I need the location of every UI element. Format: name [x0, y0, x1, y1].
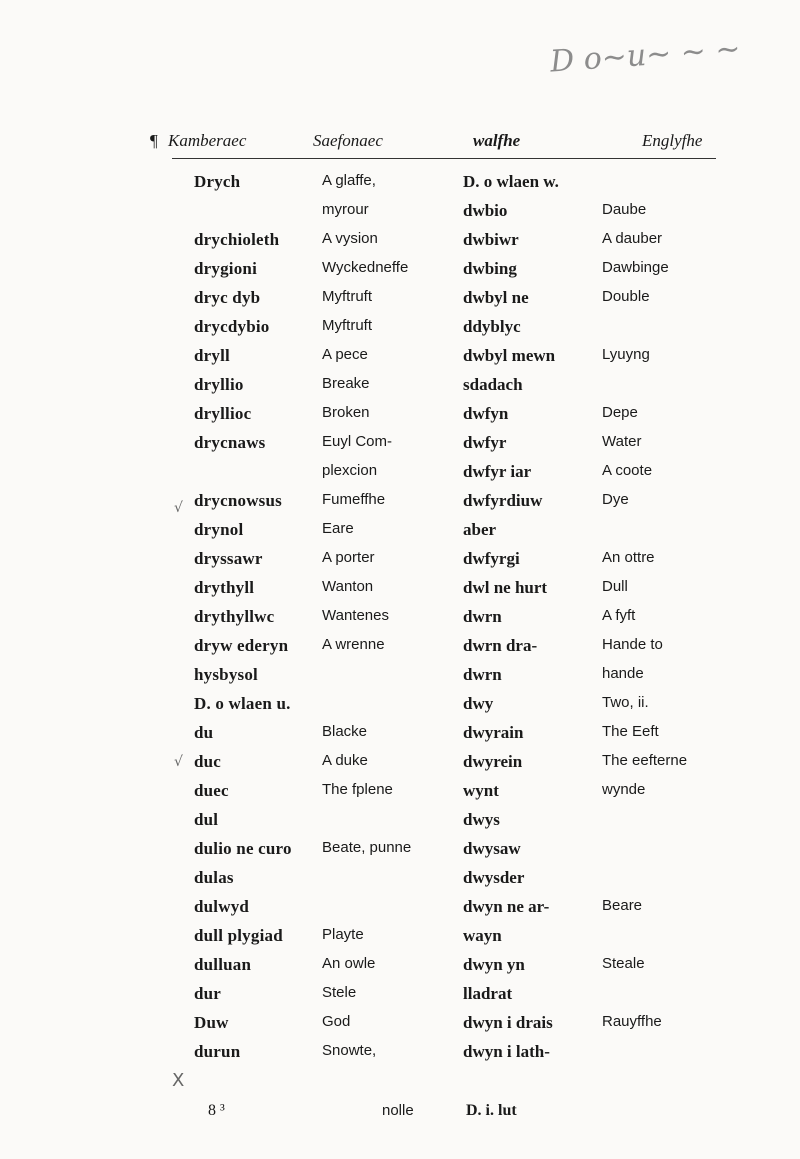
cell-c3: dwys	[463, 810, 500, 829]
cell-c1: dulluan	[194, 955, 252, 974]
cell-c1: dryc dyb	[194, 288, 261, 307]
cell-c4: A coote	[602, 462, 653, 479]
cell-c2: Beate, punne	[322, 839, 412, 856]
cell-c2: A wrenne	[322, 636, 385, 653]
cell-c3: aber	[463, 520, 497, 539]
cell-c2: God	[322, 1013, 351, 1030]
cell-c3: dwyrain	[463, 723, 524, 742]
cell-c3: dwrn	[463, 665, 502, 684]
cell-c2: Myftruft	[322, 288, 373, 305]
cell-c3: dwbiwr	[463, 230, 519, 249]
cell-c4: A fyft	[602, 607, 636, 624]
cell-c1: drythyllwc	[194, 607, 275, 626]
continuation-word: nolle	[382, 1102, 414, 1119]
cell-c3: D. o wlaen w.	[463, 172, 559, 191]
cell-c3: dwfyrgi	[463, 549, 520, 568]
cell-c1: dulwyd	[194, 897, 250, 916]
cell-c2: Wyckedneffe	[322, 259, 409, 276]
cell-c2: A duke	[322, 752, 368, 769]
cell-c1: hysbysol	[194, 665, 258, 684]
cell-c4: Dull	[602, 578, 628, 595]
cell-c3: dwyrein	[463, 752, 523, 771]
cell-c3: dwbyl ne	[463, 288, 529, 307]
cell-c1: dryllio	[194, 375, 244, 394]
cell-c2: A vysion	[322, 230, 378, 247]
cell-c1: dur	[194, 984, 222, 1003]
cell-c4: Beare	[602, 897, 643, 914]
cell-c1: drycnowsus	[194, 491, 282, 510]
cell-c3: dwfyn	[463, 404, 509, 423]
cell-c1: dulas	[194, 868, 234, 887]
cell-c4: Dawbinge	[602, 259, 669, 276]
cell-c4: Depe	[602, 404, 638, 421]
cell-c2: plexcion	[322, 462, 378, 479]
cell-c1: dulio ne curo	[194, 839, 292, 858]
cell-c2: Broken	[322, 404, 370, 421]
pilcrow-mark: ¶	[150, 131, 158, 150]
cell-c3: dwfyrdiuw	[463, 491, 543, 510]
column-header	[150, 131, 750, 159]
cell-c3: dwyn i lath-	[463, 1042, 550, 1061]
cell-c2: Wantenes	[322, 607, 389, 624]
cell-c3: wynt	[463, 781, 499, 800]
cell-c1: dryw ederyn	[194, 636, 289, 655]
cell-c4: wynde	[602, 781, 646, 798]
cell-c1: Drych	[194, 172, 241, 191]
cell-c3: dwrn dra-	[463, 636, 538, 655]
cell-c1: duec	[194, 781, 229, 800]
cell-c1: dryllioc	[194, 404, 252, 423]
cell-c3: sdadach	[463, 375, 523, 394]
cell-c3: dwyn ne ar-	[463, 897, 550, 916]
cell-c2: The fplene	[322, 781, 393, 798]
header-walfhe: walfhe	[473, 131, 521, 150]
cell-c4: Daube	[602, 201, 647, 218]
cell-c2: Myftruft	[322, 317, 373, 334]
cell-c2: A pece	[322, 346, 368, 363]
cell-c4: Two, ii.	[602, 694, 649, 711]
cell-c4: Hande to	[602, 636, 663, 653]
cell-c4: Double	[602, 288, 650, 305]
cell-c2: myrour	[322, 201, 369, 218]
cell-c3: lladrat	[463, 984, 513, 1003]
cell-c1: dryll	[194, 346, 230, 365]
cell-c3: dwysaw	[463, 839, 521, 858]
cell-c2: Euyl Com-	[322, 433, 393, 450]
catchword: D. i. lut	[466, 1102, 517, 1119]
cell-c2: Breake	[322, 375, 370, 392]
cell-c3: dwy	[463, 694, 494, 713]
cell-c2: Fumeffhe	[322, 491, 386, 508]
margin-tick: √	[174, 754, 183, 770]
cell-c1: D. o wlaen u.	[194, 694, 291, 713]
handwritten-scribble: D o~u~ ~ ~	[549, 31, 742, 80]
cell-c3: dwbing	[463, 259, 517, 278]
cell-c3: dwyn i drais	[463, 1013, 553, 1032]
cell-c1: drycnaws	[194, 433, 266, 452]
cell-c2: Wanton	[322, 578, 374, 595]
cell-c4: The eefterne	[602, 752, 688, 769]
cell-c2: Snowte,	[322, 1042, 377, 1059]
cell-c3: dwfyr	[463, 433, 507, 452]
cell-c3: dwbyl mewn	[463, 346, 556, 365]
header-kamberaec: Kamberaec	[168, 131, 247, 150]
cell-c4: Rauyffhe	[602, 1013, 662, 1030]
cell-c4: Lyuyng	[602, 346, 650, 363]
cell-c1: duc	[194, 752, 222, 771]
cell-c1: drygioni	[194, 259, 258, 278]
signature-mark: 8 ³	[208, 1102, 225, 1119]
cell-c1: dull plygiad	[194, 926, 283, 945]
cell-c1: drychioleth	[194, 230, 280, 249]
header-englyfhe: Englyfhe	[642, 131, 703, 150]
cell-c3: wayn	[463, 926, 502, 945]
cell-c1: dul	[194, 810, 219, 829]
cell-c3: dwrn	[463, 607, 502, 626]
cell-c1: durun	[194, 1042, 241, 1061]
cell-c4: Steale	[602, 955, 645, 972]
cell-c2: Blacke	[322, 723, 368, 740]
cell-c3: ddyblyc	[463, 317, 521, 336]
cell-c3: dwfyr iar	[463, 462, 532, 481]
cell-c3: dwyn yn	[463, 955, 525, 974]
cell-c4: hande	[602, 665, 644, 682]
cell-c4: Dye	[602, 491, 629, 508]
header-rule	[172, 158, 716, 159]
cell-c1: drynol	[194, 520, 244, 539]
cell-c2: A porter	[322, 549, 375, 566]
cell-c3: dwysder	[463, 868, 525, 887]
cell-c1: du	[194, 723, 214, 742]
cell-c3: dwl ne hurt	[463, 578, 548, 597]
cell-c4: A dauber	[602, 230, 663, 247]
cell-c2: An owle	[322, 955, 376, 972]
cell-c1: Duw	[194, 1013, 229, 1032]
cell-c1: drythyll	[194, 578, 255, 597]
cell-c4: The Eeft	[602, 723, 659, 740]
cell-c2: Stele	[322, 984, 357, 1001]
cell-c2: Eare	[322, 520, 354, 537]
margin-tick: √	[174, 500, 183, 516]
cell-c1: dryssawr	[194, 549, 263, 568]
cell-c2: Playte	[322, 926, 364, 943]
cell-c4: An ottre	[602, 549, 655, 566]
cell-c3: dwbio	[463, 201, 508, 220]
cell-c1: drycdybio	[194, 317, 270, 336]
cell-c2: A glaffe,	[322, 172, 376, 189]
header-saefonaec: Saefonaec	[313, 131, 383, 150]
cell-c4: Water	[602, 433, 642, 450]
margin-cross: X	[172, 1070, 185, 1091]
